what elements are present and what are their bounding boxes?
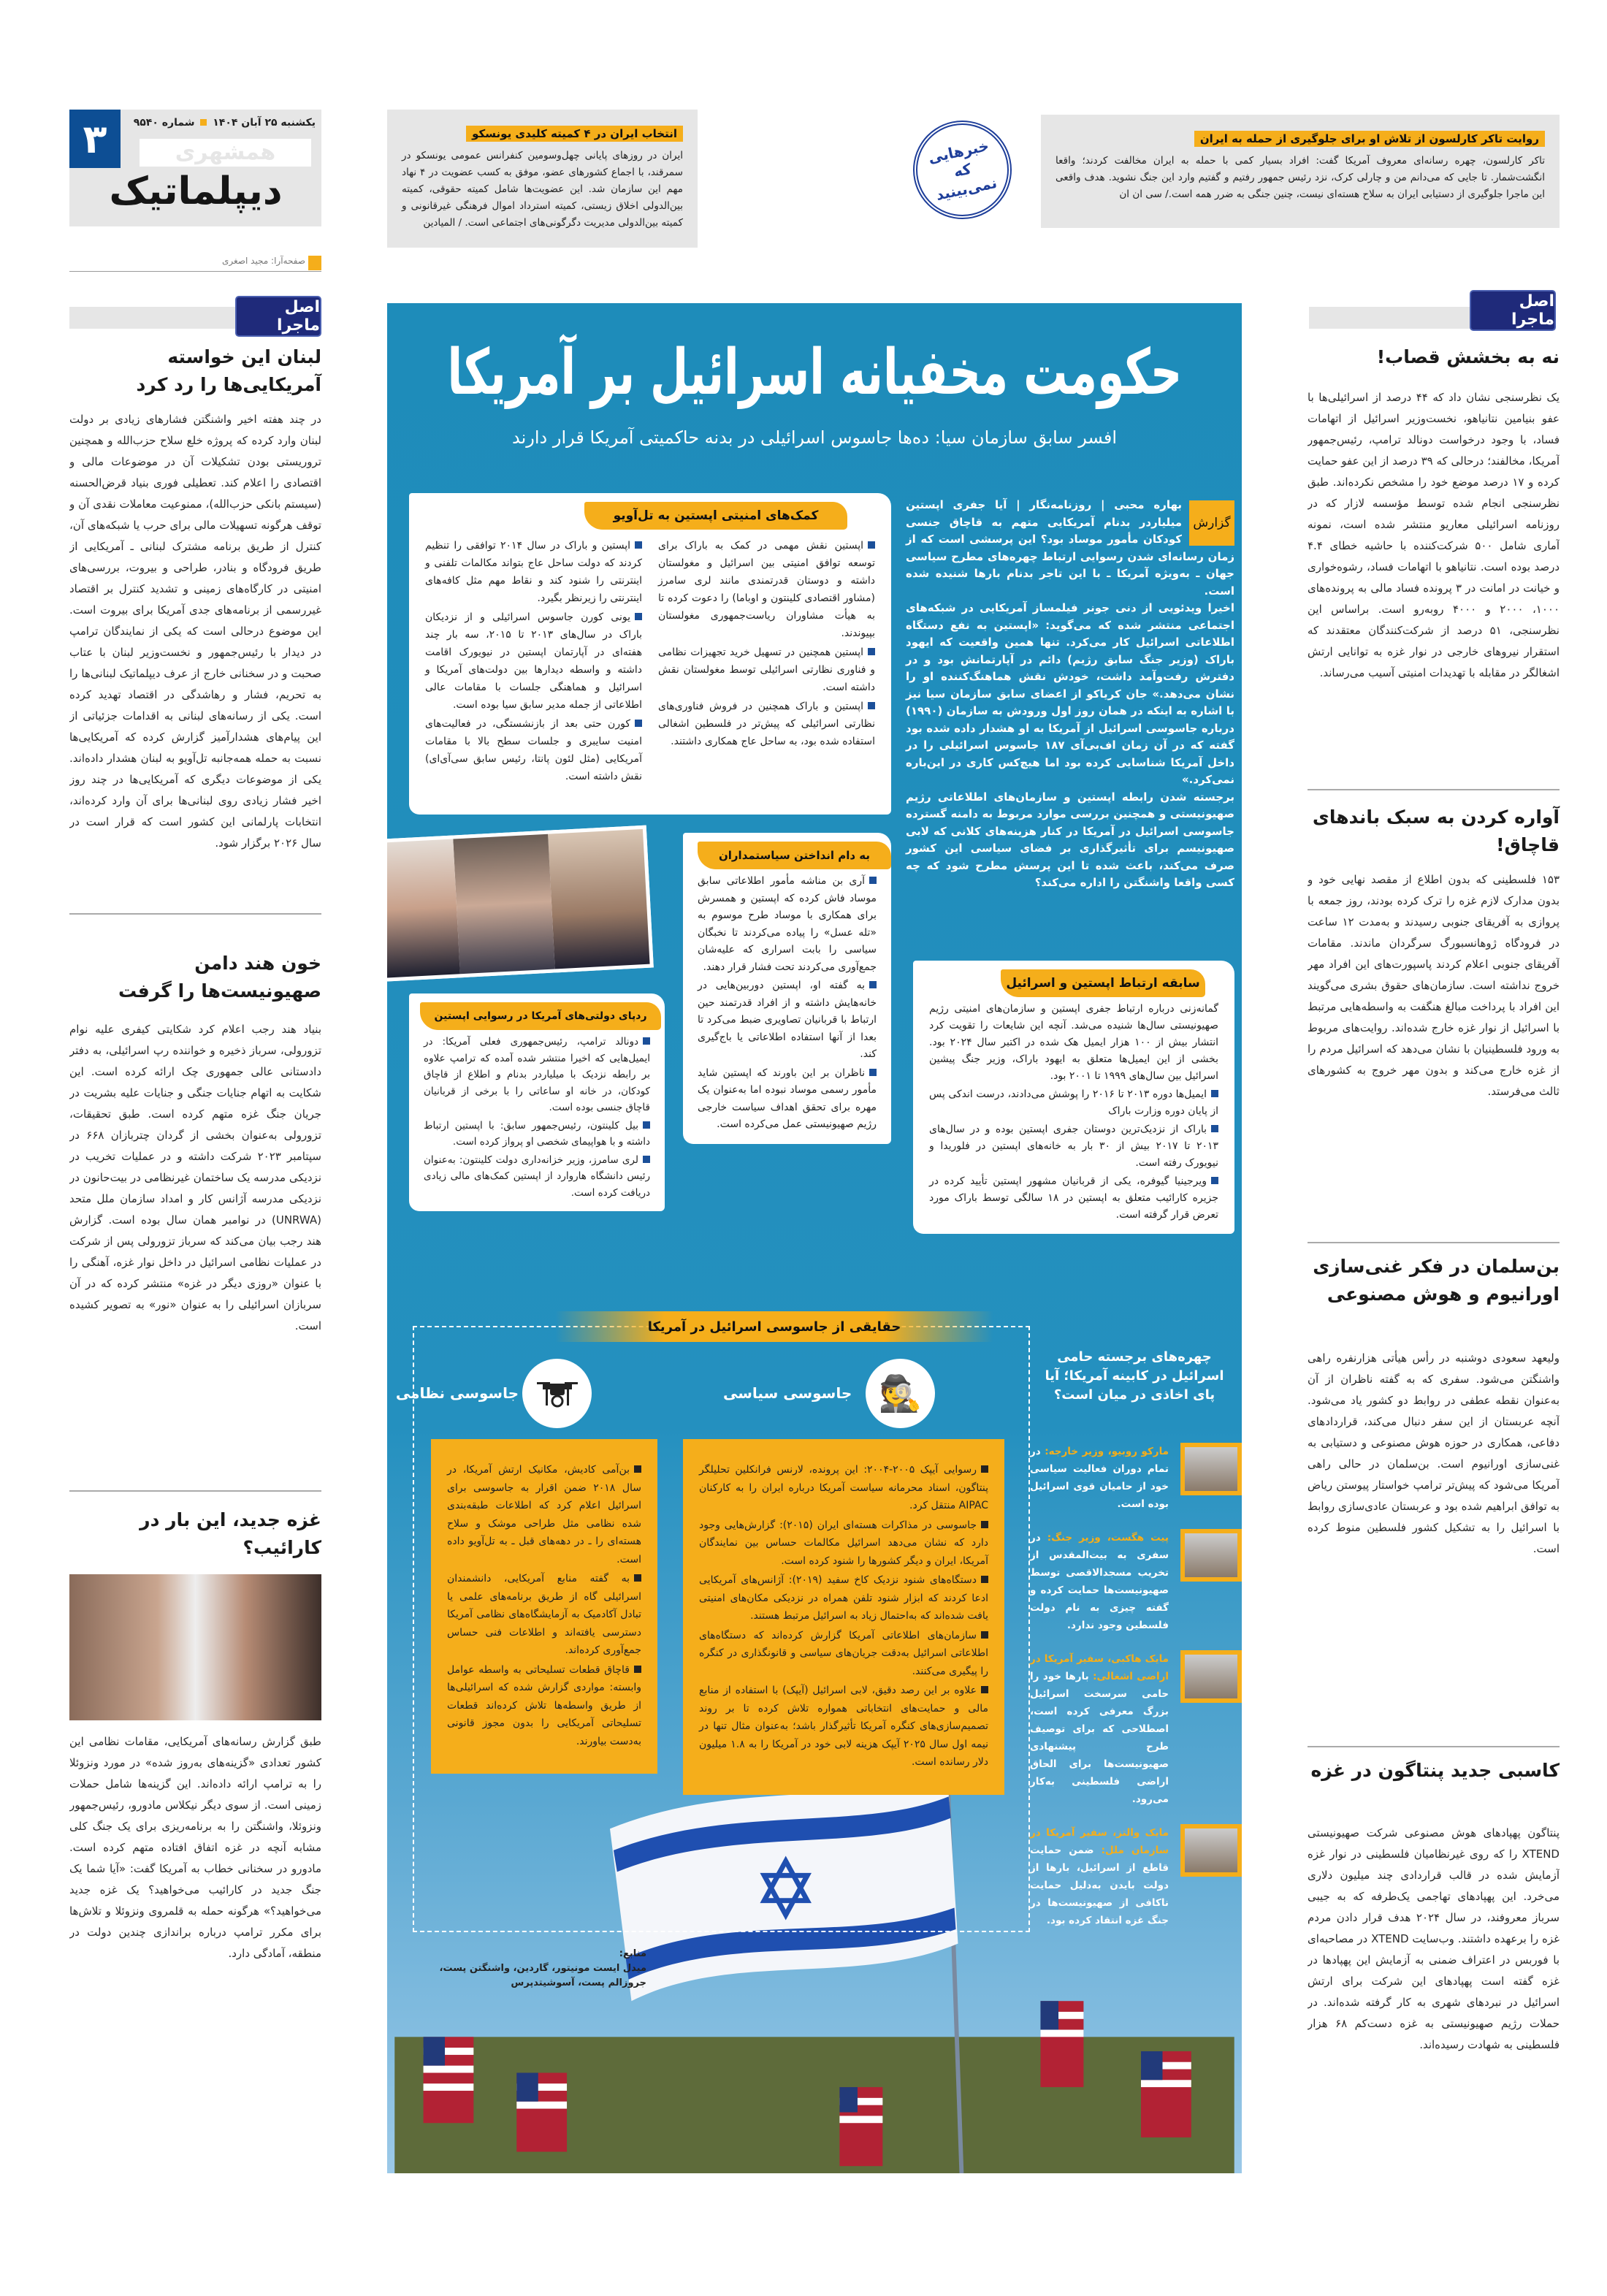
history-intro: گمانه‌زنی درباره ارتباط جفری اپستین و سازمان‌های امنیتی رژیم صهیونیستی سال‌ها شنیده می‌شد. آنچه این شایعات را تقویت کرد انتشار بیش از ۱۰۰ هزار ایمیل هک شده در اکتبر سال ۲۰۲۴ بود. بخشی از این ایمیل‌ها متعلق به ایهود باراک، وزیر جنگ پیشین اسرائیل بین سال‌های ۱۹۹۹ تا ۲۰۰۱ بود. [929, 1003, 1218, 1082]
top-news-carlson [1041, 115, 1560, 228]
bullet-text: بن‌آمی کادیش، مکانیک ارتش آمریکا، در سال ۲۰۱۸ ضمن اقرار به جاسوسی برای اسرائیل اعلام کرد که اطلاعات طبقه‌بندی شده نظامی مثل طراحی موشک و سلاح هسته‌ای را ـ در دهه‌های قبل ـ به تل‌آویو داده است. [447, 1464, 641, 1565]
security-aid-item [658, 537, 875, 642]
article-title: خون هند دامن صهیونیست‌ها را گرفت [118, 953, 321, 1002]
news-headline: انتخاب ایران در ۴ کمیته کلیدی یونسکو [466, 126, 683, 142]
drone-icon [522, 1359, 592, 1428]
bullet-square-icon [635, 613, 642, 620]
stamp-news-you-dont-see [904, 111, 1020, 228]
bullet-text: لری سامرز، وزیر خزانه‌داری دولت کلینتون: به‌عنوان رئیس دانشگاه هاروارد از اپستین کمک‌های مالی زیادی دریافت کرده است. [424, 1153, 650, 1199]
political-spy-item [699, 1571, 988, 1625]
box-title: به دام انداختن سیاستمداران [698, 842, 891, 869]
divider [69, 913, 321, 915]
rubio-photo [1180, 1443, 1242, 1495]
bullet-square-icon [981, 1521, 988, 1528]
bullet-square-icon [634, 1465, 641, 1473]
top-news-unesco [387, 110, 698, 248]
intro-paragraph: اخیرا ویدئویی از دنی جونر فیلمساز آمریکایی در شبکه‌های اجتماعی منتشر شده که می‌گوید: «اپستین به نفع دستگاه اطلاعاتی اسرائیل کار می‌کرد. تنها همین واقعیت که ایهود باراک (وزیر جنگ سابق رژیم) دائم در آپارتمانش بود و در دفترش رفت‌وآمد داشت، خودش نقش هماهنگ‌کننده او را نشان می‌دهد.» جان کریاکو از اعضای سابق سازمان سیا نیز با اشاره به اینکه در همان روز اول ورودش به سازمان (۱۹۹۰) درباره جاسوسی اسرائیل از آمریکا به او هشدار داده شده بود گفته که در آن زمان اف‌بی‌آی ۱۸۷ جاسوس اسرائیلی را در داخل آمریکا شناسایی کرده بود اما هیچ‌کس کاری در این‌باره نمی‌کرد.» [906, 601, 1234, 786]
article-body: طبق گزارش رسانه‌های آمریکایی، مقامات نظامی این کشور تعدادی «گزینه‌های به‌روز شده» در مورد ونزوئلا را به ترامپ ارائه داده‌اند. این گزینه‌ها شامل حملات زمینی است. از سوی دیگر نیکلاس مادورو، رئیس‌جمهور ونزوئلا، واشنگتن را به برنامه‌ریزی برای یک جنگ کلی مشابه آنچه در غزه اتفاق افتاده متهم کرده است. مادورو در سخنانی خطاب به آمریکا گفت: «آیا شما یک جنگ جدید در کارائیب می‌خواهید؟ یک غزه جدید می‌خواهید؟» هرگونه حمله به قلمروی ونزوئلا و تلاش‌ها برای مکرر ترامپ درباره براندازی چندین دولت در منطقه، آمادگی دارد. [69, 1735, 321, 1960]
military-spy-item [447, 1661, 641, 1751]
box-title: ردپای دولتی‌های آمریکا در رسوایی اپستین [420, 1002, 661, 1030]
bullet-square-icon [869, 981, 877, 988]
bullet-text: اپستین همچنین در تسهیل خرید تجهیزات نظامی و فناوری نظارتی اسرائیلی توسط مغولستان نقش داشته است. [658, 647, 875, 693]
bullet-square-icon [868, 702, 875, 709]
bullet-text: اپستین و باراک همچنین در فروش فناوری‌های نظارتی اسرائیلی که پیش‌تر در فلسطین اشغالی استفاده شده بود، به ساحل عاج همکاری داشتند. [658, 701, 875, 747]
figure-name: مایک هاکبی، سفیر آمریکا در اراضی اشغالی: [1030, 1653, 1169, 1682]
figures-title: چهره‌های برجسته حامی اسرائیل در کابینه آمریکا؛ آیا پای اخاذی در میان است؟ [1045, 1349, 1224, 1403]
bullet-square-icon [635, 720, 642, 727]
bullet-square-icon [635, 541, 642, 549]
kicker-bar [1309, 307, 1477, 329]
figure-text: ضمن حمایت قاطع از اسرائیل، بارها از دولت بایدن به‌دلیل حمایت ناکافی از صهیونیست‌ها در جنگ غزه انتقاد کرده بود. [1030, 1845, 1169, 1926]
divider [1308, 789, 1560, 790]
bullet-square-icon [981, 1465, 988, 1473]
bullet-text: سازمان‌های اطلاعاتی آمریکا گزارش کرده‌اند که دستگاه‌های اطلاعاتی اسرائیل به‌دقت جریان‌های سیاسی و قانونگذاری در کنگره را پیگیری می‌کنند. [699, 1629, 988, 1677]
trace-item-list [424, 1034, 650, 1201]
trace-item [424, 1034, 650, 1116]
epstein-israel-history-box [913, 961, 1234, 1234]
article-body: ولیعهد سعودی دوشنبه در رأس هیأتی هزارنفره راهی واشنگتن می‌شود. سفری که به گفته ناظران از آن به‌عنوان نقطه عطفی در روابط دو کشور یاد می‌شود. آنچه عربستان از این سفر دنبال می‌کند، قراردادهای دفاعی، همکاری در حوزه هوش مصنوعی و دستیابی به غنی‌سازی اورانیوم است. بن‌سلمان در حالی راهی آمریکا می‌شود که پیش‌تر ترامپ خواستار پیوستن ریاض به توافق ابراهیم شده بود و عربستان عادی‌سازی روابط با اسرائیل را به تشکیل کشور فلسطین منوط کرده است. [1308, 1351, 1560, 1555]
bullet-square-icon [981, 1631, 988, 1639]
bullet-text: اپستین نقش مهمی در کمک به باراک برای توسعه توافق امنیتی بین اسرائیل و مغولستان داشته و دوستان قدرتمندی مانند لری سامرز (مشاور اقتصادی کلینتون و اوباما) را دعوت کرده تا به هیأت مشاوران ریاست‌جمهوری مغولستان بپیوندند. [658, 540, 875, 639]
bullet-text: قاچاق قطعات تسلیحاتی به واسطه عوامل وابسته: مواردی گزارش شده که اسرائیلی‌ها از طریق واسطه‌ها تلاش کرده‌اند قطعات تسلیحاتی آمریکایی را بدون مجوز قانونی به‌دست بیاورند. [447, 1663, 641, 1747]
facts-title: حقایقی از جاسوسی اسرائیل در آمریکا [555, 1311, 993, 1342]
security-aid-item [658, 698, 875, 750]
intro-paragraph: برجسته شدن رابطه اپستین و سازمان‌های اطلاعاتی رژیم صهیونیستی و همچنین بررسی موارد مربوط به دامنه گسترده جاسوسی اسرائیل در آمریکا در کنار هزینه‌های کلانی که لابی صهیونیسم برای تأثیرگذاری بر فضای سیاسی این کشور صرف می‌کند، باعث شده تا این پرسش مطرح شود که چه کسی واقعا واشنگتن را اداره می‌کند؟ [906, 790, 1234, 889]
section-kicker: اصل ماجرا [235, 296, 321, 337]
honey-trap-item [698, 1065, 877, 1134]
military-spy-item-list [447, 1461, 641, 1750]
honey-trap-item-list [698, 873, 877, 1134]
history-item [929, 1173, 1218, 1224]
tag-spacer [1182, 497, 1234, 542]
kicker-bar [69, 307, 237, 329]
figure-rubio [1023, 1443, 1242, 1513]
us-officials-trace-box [409, 993, 665, 1211]
issue-date: یکشنبه ۲۵ آبان ۱۴۰۴ [213, 117, 316, 129]
bullet-square-icon [1211, 1090, 1218, 1097]
huckabee-photo [1180, 1650, 1242, 1703]
figure-hegseth [1023, 1529, 1242, 1634]
bullet-text: ناظران بر این باورند که اپستین شاید مأمور رسمی موساد نبوده اما به‌عنوان یک مهره برای تحقق اهداف سیاست خارجی رژیم صهیونیستی عمل می‌کرده است. [698, 1067, 877, 1130]
divider [1308, 1746, 1560, 1747]
main-headline: حکومت مخفیانه اسرائیل بر آمریکا [447, 336, 1182, 409]
political-spy-item [699, 1682, 988, 1771]
figure-text: در سفری به بیت‌المقدس از تخریب مسجدالاقصی توسط صهیونیست‌ها حمایت کرده و گفته چیزی به نام دولت فلسطین وجود ندارد. [1030, 1532, 1169, 1631]
article-title: بن‌سلمان در فکر غنی‌سازی اورانیوم و هوش مصنوعی [1313, 1256, 1560, 1305]
bullet-text: باراک از نزدیک‌ترین دوستان جفری اپستین بوده و در سال‌های ۲۰۱۳ تا ۲۰۱۷ بیش از ۳۰ بار به خانه‌های اپستین در فلوریدا و نیویورک رفته است. [929, 1124, 1219, 1169]
bullet-text: به گفته او، اپستین دوربین‌هایی در خانه‌هایش داشته و از افراد قدرتمند حین ارتباط با قربانیان تصاویری ضبط می‌کرد تا بعدا از آنها استفاده اطلاعاتی یا باج‌گیری کند. [698, 980, 877, 1060]
history-item [929, 1086, 1218, 1120]
designer-credit [69, 257, 321, 272]
article-title: غزه جدید، این بار در کارائیب؟ [140, 1509, 321, 1558]
political-spy-box [683, 1439, 1004, 1795]
bullet-text: دستگاه‌های شنود نزدیک کاخ سفید (۲۰۱۹): آژانس‌های آمریکایی ادعا کردند که ابزار شنود تلفن همراه در نزدیکی مکان‌های امنیتی یافت شده‌اند که به‌احتمال زیاد به اسرائیل مرتبط هستند. [699, 1574, 988, 1622]
figure-name: مارکو روبیو، وزیر خارجه: [1045, 1446, 1169, 1457]
drone-svg [535, 1378, 579, 1410]
news-body: تاکر کارلسون، چهره رسانه‌ای معروف آمریکا گفت: افراد بسیار کمی با حمله به ایران مخالفت کردند؛ واقعا انگشت‌شمار. تا جایی که می‌دانم من و چارلی کرک، نزد رئیس جمهور رفتیم و گفتیم وارد این جنگ نشوید. هدف واقعی این ماجرا جلوگیری از دستیابی ایران به سلاح هسته‌ای نیست، چنین جنگی به ضرر همه است./ سی ان ان [1056, 155, 1545, 200]
trace-item [424, 1152, 650, 1202]
designer-name: صفحه‌آرا: مجید اصغری [218, 256, 305, 266]
bullet-square-icon [634, 1574, 641, 1582]
bullet-text: اپستین و باراک در سال ۲۰۱۴ توافقی را تنظیم کردند که دولت ساحل عاج بتواند مکالمات تلفنی و اینترنتی را شنود کند و نقاط مهم مثل کافه‌های اینترنتی را زیرنظر بگیرد. [425, 540, 642, 604]
paper-logo: همشهری [140, 139, 311, 167]
security-aid-item [425, 715, 642, 785]
political-spy-item-list [699, 1461, 988, 1771]
page-number: ۳ [69, 110, 121, 168]
divider [69, 1490, 321, 1492]
main-feature [387, 303, 1242, 2173]
hegseth-photo [1180, 1529, 1242, 1582]
news-headline: روایت تاکر کارلسون از تلاش او برای جلوگیری از حمله به ایران [1194, 131, 1545, 147]
security-aid-item-list [425, 537, 875, 785]
history-item [929, 1121, 1218, 1172]
military-spy-label: جاسوسی نظامی [395, 1384, 519, 1402]
article-title: نه به بخشش قصاب! [1376, 346, 1560, 367]
bullet-square-icon [1211, 1177, 1218, 1184]
main-subtitle: افسر سابق سازمان سیا: ده‌ها جاسوس اسرائیلی در بدنه حاکمیتی آمریکا قرار دارند [512, 427, 1117, 448]
military-spy-item [447, 1570, 641, 1660]
security-aid-item [425, 537, 642, 607]
main-headline-wrap [387, 332, 1242, 413]
bullet-square-icon [981, 1686, 988, 1693]
bullet-square-icon [1211, 1125, 1218, 1132]
news-body: ایران در روزهای پایانی چهل‌وسومین کنفرانس عمومی یونسکو در سمرقند، با اجماع کشورهای عضو، موفق به کسب عضویت در ۴ نهاد مهم این سازمان شد. این عضویت‌ها شامل کمیته حقوقی، کمیته بین‌الدولی اخلاق زیستی، کمیته استرداد اموال فرهنگی غیرقانونی و کمیته بین‌الدولی مدیریت دگرگونی‌های اجتماعی است. / المیادین [402, 150, 683, 229]
intro-text [906, 497, 1234, 892]
photo-epstein [453, 834, 555, 975]
intro-paragraph: بهاره محبی | روزنامه‌نگار | آیا جفری اپستین میلیاردر بدنام آمریکایی متهم به قاچاق جنسی کودکان مأمور موساد بود؟ این پرسشی است که از زمان رسانه‌ای شدن رسوایی ارتباط چهره‌های مطرح سیاسی جهان ـ به‌ویژه آمریکا ـ با این تاجر بدنام بارها شنیده شده است. [906, 498, 1234, 598]
bullet-text: دونالد ترامپ، رئیس‌جمهوری فعلی آمریکا: در ایمیل‌هایی که اخیرا منتشر شده آمده که ترامپ علاوه بر رابطه نزدیک با میلیاردر بدنام و اطلاع از قاچاق کودکان، در خانه او ساعاتی را با برخی از قربانیان قاچاق جنسی بوده است. [424, 1036, 650, 1113]
article-body: پنتاگون پهپادهای هوش مصنوعی شرکت صهیونیستی XTEND را که روی غیرنظامیان فلسطینی در نوار غزه آزمایش شده در قالب قراردادی چند میلیون دلاری می‌خرد. این پهپادهای تهاجمی یک‌طرفه که به جیبی سرباز معروفند، در سال ۲۰۲۴ هدف قرار دادن مردم غزه را برعهده داشتند. وب‌سایت XTEND در مصاحبه‌ای با فوربس در اعتراف ضمنی به آزمایش این پهپادها در غزه گفته است پهپادهای این شرکت برای ارتش اسرائیل در نبردهای شهری به کار گرفته شده‌اند. در حملات رژیم صهیونیستی به غزه دست‌کم ۶۸ هزار فلسطینی به شهادت رسیده‌اند. [1308, 1826, 1560, 2051]
bullet-square-icon [643, 1156, 650, 1163]
bullet-text: کورن حتی بعد از بازنشستگی، در فعالیت‌های امنیت سایبری و جلسات سطح بالا با مقامات آمریکایی (مثل لئون پانتا، رئیس سابق سی‌آی‌ای) نقش داشته است. [425, 718, 642, 782]
security-aid-box [409, 493, 891, 815]
figure-name: مایک والتز، سفیر آمریکا در سازمان ملل: [1030, 1827, 1169, 1856]
section-kicker: اصل ماجرا [1470, 290, 1556, 331]
bullet-text: ویرجینیا گیوفره، یکی از قربانیان مشهور اپستین تأیید کرده در جزیره کارائیب متعلق به اپستین در ۱۸ سالگی توسط باراک مورد تعرض قرار گرفته است. [929, 1175, 1218, 1221]
bullet-text: جاسوسی در مذاکرات هسته‌ای ایران (۲۰۱۵): گزارش‌هایی وجود دارد که نشان می‌دهد اسرائیل مکالمات حساس بین نمایندگان آمریکا، ایران و دیگر کشورها را شنود کرده است. [699, 1519, 988, 1567]
bullet-text: ایمیل‌ها دوره ۲۰۱۳ تا ۲۰۱۶ را پوشش می‌دادند، درست اندکی پس از پایان دوره وزارت باراک [929, 1088, 1218, 1117]
bullet-square-icon [643, 1037, 650, 1045]
designer-marker [308, 256, 321, 270]
security-aid-item [425, 609, 642, 714]
political-spy-item [699, 1627, 988, 1681]
figures-list [1023, 1443, 1242, 1945]
bullet-text: به گفته منابع آمریکایی، دانشمندان اسرائیلی گاه از طریق برنامه‌های علمی یا تبادل آکادمیک به آزمایشگاه‌های نظامی آمریکا دسترسی یافته‌اند و اطلاعات فنی حساس جمع‌آوری کرده‌اند. [447, 1573, 641, 1656]
figure-name: پیت هگست، وزیر جنگ: [1047, 1532, 1169, 1544]
report-tag: گزارش [1189, 500, 1234, 546]
bullet-square-icon [981, 1576, 988, 1583]
waltz-photo [1180, 1824, 1242, 1877]
issue-number: شماره ۹۵۴۰ [133, 117, 195, 129]
bullet-square-icon [869, 877, 877, 884]
bullet-square-icon [643, 1121, 650, 1129]
political-spy-label: جاسوسی سیاسی [723, 1384, 852, 1402]
photo-trump [548, 829, 650, 969]
article-body: ۱۵۳ فلسطینی که بدون اطلاع از مقصد نهایی خود و بدون مدارک لازم غزه را ترک کرده بودند، روز جمعه با پروازی به آفریقای جنوبی رسیدند و به‌مدت ۱۲ ساعت در فرودگاه ژوهانسبورگ سرگردان ماندند. مقامات آفریقای جنوبی اعلام کردند پاسپورت‌های این افراد مهر خروج نداشته است. سازمان‌های حقوق بشری می‌گویند این افراد با پرداخت مبالغ هنگفت به واسطه‌هایی مرتبط با اسرائیل از نوار غزه خارج شده‌اند. روایت‌های مربوط به ورود فلسطینیان با نشان می‌دهد که اسرائیل مردم را از غزه خارج می‌کند و بدون مهر خروج به کشورهای ثالث می‌فرستد. [1308, 873, 1560, 1098]
political-spy-item [699, 1517, 988, 1571]
article-body: یک نظرسنجی نشان داد که ۴۴ درصد از اسرائیلی‌ها با عفو بنیامین نتانیاهو، نخست‌وزیر اسرائیل از اتهامات فساد، با وجود درخواست دونالد ترامپ، رئیس‌جمهور آمریکا، مخالفند؛ درحالی که ۳۹ درصد از این عفو حمایت کرده و ۱۷ درصد موضع خود را مشخص نکرده‌اند. طبق نظرسنجی انجام شده توسط مؤسسه لازار که در روزنامه اسرائیلی معاریو منتشر شده است، نمونه آماری شامل ۵۰۰ شرکت‌کننده با حاشیه خطای ۴.۴ درصد بوده است. نتانیاهو با اتهامات فساد، رشوه‌خواری و خیانت در امانت در ۳ پرونده فساد مالی به پرونده‌های ۱۰۰۰، ۲۰۰۰ و ۴۰۰۰ روبه‌رو است. براساس این نظرسنجی، ۵۱ درصد از شرکت‌کنندگان معتقدند که استقرار نیروهای خارجی در نوار غزه به توانایی ارتش اشغالگر در مقابله با تهدیدات امنیتی آسیب می‌رساند. [1308, 391, 1560, 679]
bullet-square-icon [634, 1666, 641, 1673]
box-title: سابقه ارتباط اپستین و اسرائیل [1001, 969, 1205, 997]
bullet-text: آری بن مناشه مأمور اطلاعاتی سابق موساد فاش کرده که اپستین و همسرش برای همکاری با موساد طرح موسوم به «تله عسل» را پیاده می‌کردند تا نخبگان سیاسی را بابت اسراری که علیه‌شان جمع‌آوری می‌کردند تحت فشار قرار دهند. [698, 875, 877, 973]
military-spy-box [431, 1439, 657, 1774]
bullet-text: یونی کورن جاسوس اسرائیلی و از نزدیکان باراک در سال‌های ۲۰۱۳ تا ۲۰۱۵، سه بار چند هفته‌ای در آپارتمان اپستین در نیویورک اقامت داشته و واسطه دیدارها بین دولت‌های آمریکا و اسرائیل و هماهنگی جلسات با مقامات عالی اطلاعاتی از جمله مدیر سابق سیا بوده است. [425, 611, 642, 711]
issue-date-line [134, 117, 316, 129]
bullet-square-icon [868, 541, 875, 549]
honey-trap-box [683, 833, 891, 1144]
sources-label: منابع: [619, 1948, 646, 1959]
box-title: کمک‌های امنیتی اپستین به تل‌آویو [584, 502, 847, 530]
sources-list: میدل ایست مونیتور، گاردین، واشنگتن پست، جروزالم پست، آسوشیتدپرس [439, 1963, 646, 1988]
bullet-square-icon [869, 1069, 877, 1076]
political-spy-icon: 🕵 [866, 1359, 935, 1428]
trace-item [424, 1118, 650, 1151]
divider [1308, 1242, 1560, 1243]
section-title: دیپلماتیک [109, 169, 283, 213]
article-title: کاسبی جدید پنتاگون در غزه [1310, 1760, 1560, 1781]
bullet-text: رسوایی آیپک ۲۰۰۵-۲۰۰۴: این پرونده، لارنس فرانکلین تحلیلگر پنتاگون، اسناد محرمانه سیاست آمریکا درباره ایران را به کارکنان AIPAC منتقل کرد. [699, 1464, 988, 1511]
honey-trap-item [698, 873, 877, 976]
article-body: در چند هفته اخیر واشنگتن فشارهای زیادی بر دولت لبنان وارد کرده که پروژه خلع سلاح حزب‌الله و همچنین تروریستی بودن تشکیلات آن در موضوعات مالی و اقتصادی را اعلام کند. تعطیلی فوری بنیاد قرض‌الحسنه (سیستم بانکی حزب‌الله)، ممنوعیت معاملات نقدی آن و توقف هرگونه تسهیلات مالی برای حرب یا شبکه‌های آن، کنترل از طریق برنامه مشترک لبنانی ـ آمریکایی از طریق فرودگاه و بنادر، طراحی و بیروت، بررسی‌های امنیتی در کارگاه‌های زمینی و تشدید کنترل بر اقتصاد غیررسمی از برنامه‌های جدی آمریکا برای بیروت است. این موضوع درحالی است که یکی از نمایندگان ترامپ در دیدار با رئیس‌جمهور و نخست‌وزیر لبنان با عتاب صحبت و در سخنانی خارج از عرف دیپلماتیک لبنانی‌ها را به تحریم، فشار و رهاشدگی در اقتصاد تهدید کرده است. یکی از رسانه‌های لبنانی به اقدامات جزئیاتی از این پیام‌های هشدارآمیز گزارش کرده که آمریکایی‌ها نسبت به حمله همه‌جانبه تل‌آویو به لبنان هشدار داده‌اند. یکی از موضوعات دیگری که آمریکایی‌ها در چند روز اخیر فشار زیادی روی لبنانی‌ها برای آن وارد کرده‌اند، انتخابات پارلمانی این کشور است که قرار است در سال ۲۰۲۶ برگزار شود. [69, 413, 321, 850]
clinton-epstein-trump-photo [387, 825, 654, 983]
bullet-square-icon [868, 648, 875, 655]
figure-text: در تمام دوران فعالیت سیاسی خود از حامیان قوی اسرائیل بوده است. [1030, 1446, 1169, 1510]
article-title: آواره کردن به سبک باندهای قاچاق! [1312, 806, 1560, 855]
figure-huckabee [1023, 1650, 1242, 1808]
history-item-list [929, 1086, 1218, 1224]
security-aid-item [658, 644, 875, 696]
article-title: لبنان این خواسته آمریکایی‌ها را رد کرد [136, 346, 321, 395]
political-spy-item [699, 1461, 988, 1515]
article-body: بنیاد هند رجب اعلام کرد شکایتی کیفری علیه نوام تزورولی، سرباز ذخیره و خواننده رپ اسرائیلی، به دفتر دادستانی عالی جمهوری چک ارائه کرده است. این شکایت به اتهام جنایات جنگی و جنایات علیه بشریت در جریان جنگ غزه متهم کرده است. طبق تحقیقات، تزورولی به‌عنوان بخشی از گردان چتربازان ۶۶۸ در سپتامبر ۲۰۲۳ شرکت داشته و در عملیات تخریب در نزدیکی مدرسه یک ساختمان غیرنظامی در بیت‌حانون در نزدیکی مدرسه آژانس کار و امداد سازمان ملل متحد (UNRWA) در نوامبر همان سال بوده است. گزارش هند رجب بیان می‌کند که سرباز تزورولی پس از شرکت در عملیات نظامی اسرائیل در داخل نوار غزه، آهنگی را با عنوان «روزی دیگر در غزه» منتشر کرده که در آن سربازان اسرائیلی را به عنوان «نور» به تصویر کشیده است. [69, 1023, 321, 1332]
trump-maduro-photo [69, 1574, 321, 1720]
figure-text: بارها خود را حامی سرسخت اسرائیل بزرگ معرفی کرده است، اصطلاحی که برای توصیف طرح پیشنهادی صهیونیست‌ها برای الحاق اراضی فلسطینی به‌کار می‌رود. [1030, 1671, 1169, 1805]
bullet-text: علاوه بر این رصد دقیق، لابی اسرائیل (آیپک) با استفاده از منابع مالی و حمایت‌های انتخاباتی همواره تلاش کرده تا بر روند تصمیم‌سازی‌های کنگره آمریکا تأثیرگذار باشد؛ به‌عنوان مثال تنها در نیمه اول سال ۲۰۲۵ آیپک هزینه لابی خود در آمریکا را به ۱.۸ میلیون دلار رسانده است. [699, 1685, 989, 1768]
figure-waltz [1023, 1824, 1242, 1929]
honey-trap-item [698, 977, 877, 1064]
bullet-text: بیل کلینتون، رئیس‌جمهور سابق: با اپستین ارتباط داشته و با هواپیمای شخصی او پرواز کرده است. [424, 1119, 650, 1148]
sources [427, 1947, 646, 1991]
masthead [69, 110, 321, 226]
military-spy-item [447, 1461, 641, 1568]
stamp-text: خبرهایی که نمی‌بینید [926, 136, 999, 204]
photo-clinton [387, 839, 460, 980]
separator-square [200, 119, 207, 126]
